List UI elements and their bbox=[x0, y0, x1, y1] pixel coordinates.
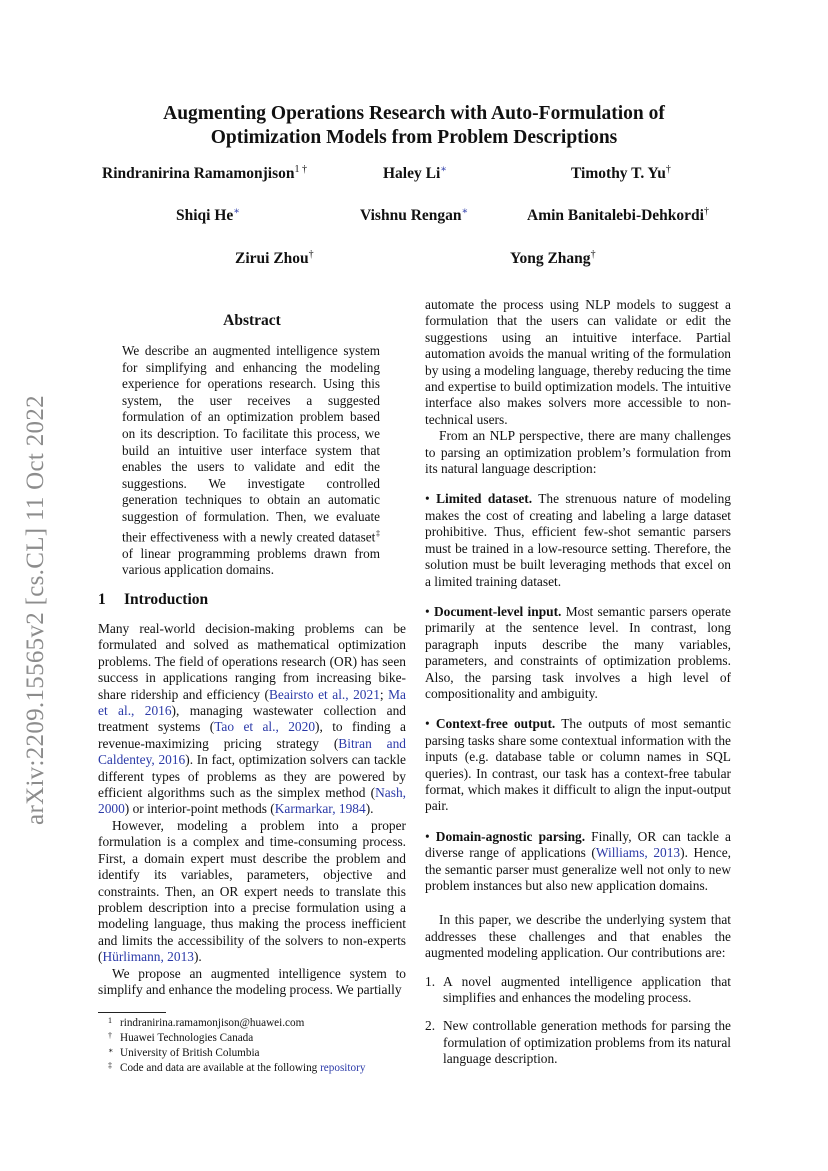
author-1: Rindranirina Ramamonjison$^{1 \dagger}$ bbox=[102, 164, 307, 182]
right-paragraph-3: In this paper, we describe the underlying system that addresses these challenges and that enables the augmented modeling application. Our contributions are: bbox=[425, 912, 731, 961]
footnotes bbox=[98, 1016, 418, 1076]
footnote: ‡ Code and data are available at the following repository bbox=[108, 1061, 366, 1074]
abstract-body: We describe an augmented intelligence system for simplifying and enhancing the modeling experience for operations research. Using this system, the user receives a suggested formulation of an optimization problem based on its description. To facilitate this process, we build an intuitive user interface system that enables the users to validate and edit the suggestions. We investigate controlled generation techniques to obtain an automatic suggestion of formulation. Then, we evaluate their effectiveness with a newly created dataset‡ of linear programming problems drawn from various application domains. bbox=[122, 343, 380, 578]
author-8: Yong Zhang† bbox=[510, 249, 596, 267]
arxiv-identifier bbox=[22, 370, 62, 850]
author-3: Timothy T. Yu† bbox=[571, 164, 671, 182]
footnote: † Huawei Technologies Canada bbox=[108, 1031, 254, 1044]
challenge-bullet: • Document-level input. Most semantic parsers operate primarily at the sentence level. In contrast, long paragraph inputs describe the many variables, parameters, and constraints of optimization problems. Also, the parsing task involves a high level of compositionality and ambiguity. bbox=[425, 603, 731, 701]
challenge-bullet: • Context-free output. The outputs of most semantic parsing tasks share some contextual information with the inputs (e.g. database table or column names in SQL queries). In contrast, our task has a context-free tabular format, which makes it difficult to align the input-output pair. bbox=[425, 716, 731, 814]
abstract-heading: Abstract bbox=[223, 312, 281, 329]
author-5: Vishnu Rengan∗ bbox=[360, 206, 469, 224]
contribution-item: 2. New controllable generation methods for parsing the formulation of optimization problems from its natural language description. bbox=[425, 1018, 731, 1067]
citation-link[interactable]: Tao et al., 2020 bbox=[214, 719, 316, 735]
footnote: ∗ University of British Columbia bbox=[108, 1046, 260, 1059]
right-column bbox=[425, 297, 731, 1068]
contributions-list bbox=[425, 974, 731, 1068]
repository-link[interactable]: repository bbox=[320, 1062, 366, 1074]
paper-title bbox=[80, 102, 748, 150]
intro-left-column bbox=[98, 621, 406, 998]
paper-title-line1: Augmenting Operations Research with Auto-Formulation of bbox=[163, 103, 665, 124]
citation-link[interactable]: Bitran and Caldentey, 2016 bbox=[98, 735, 407, 768]
challenge-bullet: • Domain-agnostic parsing. Finally, OR can tackle a diverse range of applications (Williams, 2013). Hence, the semantic parser must generalize well not only to new problem instances but also new application domains. bbox=[425, 828, 731, 893]
citation-link[interactable]: Ma et al., 2016 bbox=[98, 686, 406, 719]
intro-paragraph-3: We propose an augmented intelligence system to simplify and enhance the modeling process. We partially bbox=[98, 965, 406, 997]
challenge-bullet: • Limited dataset. The strenuous nature of modeling makes the cost of creating and labeling a large dataset prohibitive. Thus, efficient few-shot semantic parsers must be trained in a low-resource setting. Therefore, the solution must be built leveraging methods that excel on a limited training dataset. bbox=[425, 491, 731, 589]
citation-link[interactable]: Williams, 2013 bbox=[595, 845, 681, 861]
citation-link[interactable]: Nash, 2000 bbox=[98, 785, 406, 817]
paper-title-line2: Optimization Models from Problem Descriptions bbox=[210, 127, 618, 148]
intro-paragraph-2: However, modeling a problem into a proper formulation is a complex and time-consuming process. First, a domain expert must describe the problem and identify its variables, parameters, objective and constraints. Then, an OR expert needs to translate this problem description into a precise formulation using a modeling language, thus making the process inefficient and limits the accessibility of the solvers to non-experts (Hürlimann, 2013). bbox=[98, 817, 406, 965]
citation-link[interactable]: Beairsto et al., 2021 bbox=[268, 686, 380, 702]
intro-paragraph-1: Many real-world decision-making problems can be formulated and solved as mathematical optimization problems. The field of operations research (OR) has seen success in applications ranging from increasing bike-share ridership and efficiency (Beairsto et al., 2021; Ma et al., 2016), managing wastewater collection and treatment systems (Tao et al., 2020), to finding a revenue-maximizing pricing strategy (Bitran and Caldentey, 2016). In fact, optimization solvers can tackle different types of problems as they are powered by efficient algorithms such as the simplex method (Nash, 2000) or interior-point methods (Karmarkar, 1984). bbox=[98, 621, 407, 817]
author-6: Amin Banitalebi-Dehkordi† bbox=[527, 206, 709, 224]
contribution-item: 1. A novel augmented intelligence application that simplifies and enhances the modeling process. bbox=[425, 973, 731, 1006]
citation-link[interactable]: Karmarkar, 1984 bbox=[274, 801, 366, 817]
author-2: Haley Li∗ bbox=[383, 164, 448, 182]
author-7: Zirui Zhou† bbox=[235, 249, 314, 267]
author-4: Shiqi He∗ bbox=[176, 206, 241, 224]
right-paragraph-1: automate the process using NLP models to suggest a formulation that the users can validate or edit the suggestions using an intuitive interface. Partial automation avoids the manual writing of the formulation by using a modeling language, thereby reducing the time and expertise to build optimization models. The intuitive interface also makes solvers more accessible to non-technical users. bbox=[425, 297, 731, 427]
right-paragraph-2: From an NLP perspective, there are many challenges to parsing an optimization problem’s formulation from its natural language description: bbox=[425, 428, 731, 477]
citation-link[interactable]: Hürlimann, 2013 bbox=[102, 949, 194, 965]
arxiv-identifier-text: arXiv:2209.15565v2 [cs.CL] 11 Oct 2022 bbox=[22, 395, 49, 825]
footnote: 1 rindranirina.ramamonjison@huawei.com bbox=[108, 1016, 305, 1029]
section-heading-introduction: 1 Introduction bbox=[98, 591, 209, 608]
